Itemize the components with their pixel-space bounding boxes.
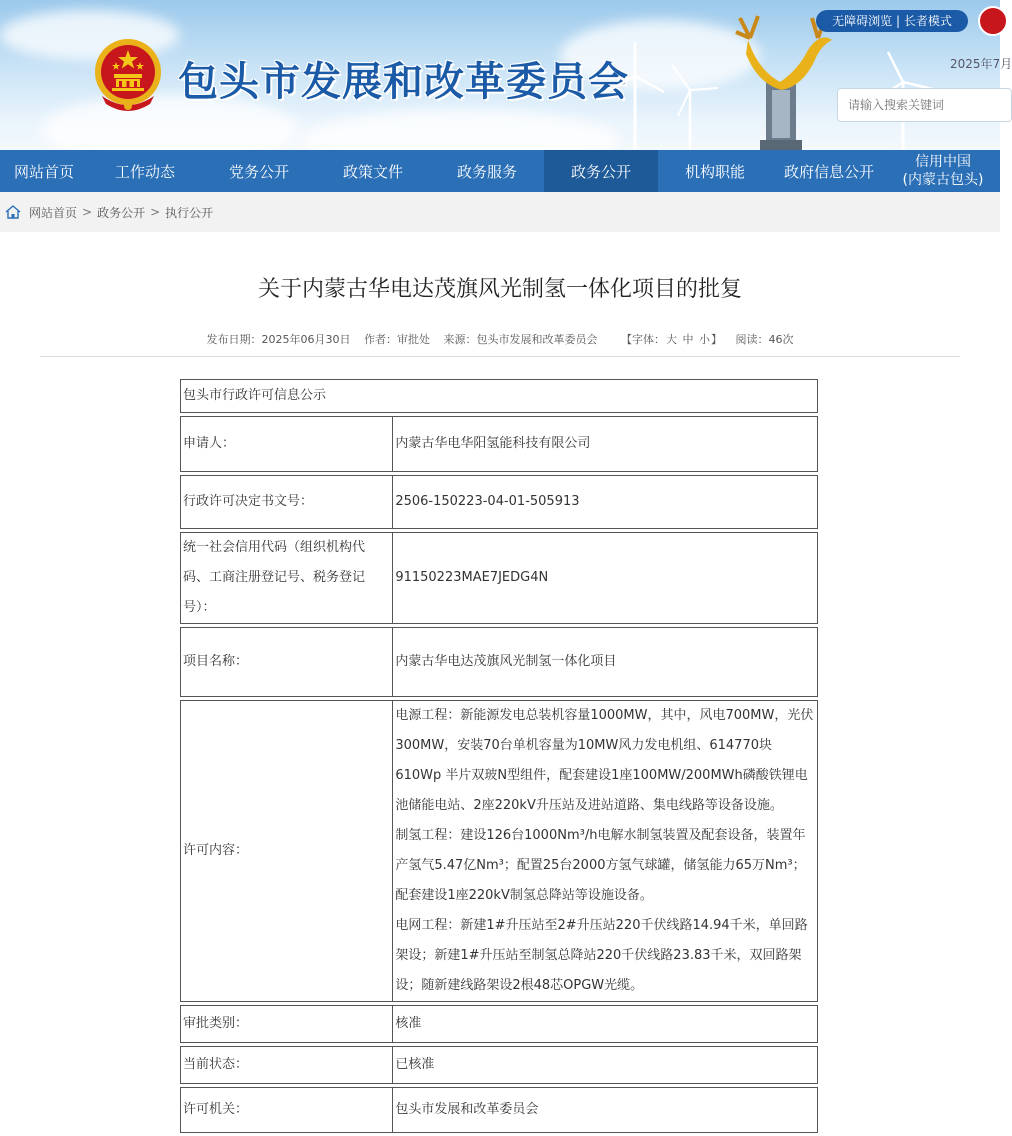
row-label-decision-number: 行政许可决定书文号：: [180, 475, 393, 529]
main-nav: [0, 150, 1000, 192]
site-header: [0, 0, 1012, 150]
nav-item-institution-functions[interactable]: 机构职能: [684, 162, 745, 181]
breadcrumb-gov-affairs-open[interactable]: 政务公开: [97, 205, 146, 220]
breadcrumb-execution-open[interactable]: 执行公开: [165, 205, 214, 220]
nav-item-party-affairs[interactable]: 党务公开: [228, 162, 289, 181]
wind-turbine-icon: [660, 60, 720, 150]
article-meta: [0, 331, 1000, 347]
table-row: [180, 700, 818, 1002]
nav-item-gov-services[interactable]: 政务服务: [456, 162, 517, 181]
header-date: 2025年7月: [950, 57, 1012, 71]
row-value-license-content: [393, 700, 818, 1002]
nav-item-credit-china-line2: (内蒙古包头): [902, 172, 984, 188]
row-label-license-authority: 许可机关：: [180, 1087, 393, 1133]
license-content-power: 电源工程：新能源发电总装机容量1000MW，其中，风电700MW，光伏300MW，安装70台单机容量为10MW风力发电机组、614770块610Wp 半片双玻N型组件，配套建设1座100MW/200MWh磷酸铁锂电池储能电站、2座220kV升压站及进站道路、集电线路等设备设施。: [395, 708, 814, 813]
nav-item-work-news[interactable]: 工作动态: [114, 162, 175, 181]
license-content-hydrogen: 制氢工程：建设126台1000Nm³/h电解水制氢装置及配套设备，装置年产氢气5.47亿Nm³；配置25台2000方氢气球罐，储氢能力65万Nm³；配套建设1座220kV制氢总降站等设施设备。: [395, 828, 806, 903]
breadcrumb: [0, 192, 1000, 232]
row-value-current-status: 已核准: [393, 1046, 818, 1084]
row-value-approval-type: 核准: [393, 1005, 818, 1043]
row-value-project-name: 内蒙古华电达茂旗风光制氢一体化项目: [393, 627, 818, 697]
row-value-license-authority: 包头市发展和改革委员会: [393, 1087, 818, 1133]
row-value-credit-code: 91150223MAE7JEDG4N: [393, 532, 818, 624]
row-value-decision-number: 2506-150223-04-01-505913: [393, 475, 818, 529]
elder-mode-link[interactable]: 长者模式: [903, 14, 952, 28]
font-size-small-button[interactable]: 小: [699, 333, 710, 346]
row-label-credit-code: 统一社会信用代码（组织机构代码、工商注册登记号、税务登记号）：: [180, 532, 393, 624]
nav-item-gov-info-open[interactable]: 政府信息公开: [783, 162, 874, 181]
row-value-applicant: 内蒙古华电华阳氢能科技有限公司: [393, 416, 818, 472]
font-size-large-button[interactable]: 大: [666, 333, 677, 346]
read-count: 阅读：46次: [735, 333, 794, 346]
table-heading: 包头市行政许可信息公示: [180, 379, 818, 413]
author: 作者：审批处: [364, 333, 430, 346]
party-badge-icon[interactable]: [978, 6, 1008, 36]
table-row: [180, 475, 818, 529]
row-label-project-name: 项目名称：: [180, 627, 393, 697]
row-label-applicant: 申请人：: [180, 416, 393, 472]
nav-item-gov-affairs-open[interactable]: 政务公开: [544, 150, 658, 192]
breadcrumb-separator: >: [82, 205, 93, 219]
table-row: [180, 1046, 818, 1084]
license-info-table: [180, 376, 818, 1136]
nav-item-credit-china-line1: 信用中国: [915, 154, 971, 170]
table-row: [180, 1005, 818, 1043]
row-label-current-status: 当前状态：: [180, 1046, 393, 1084]
row-label-approval-type: 审批类别：: [180, 1005, 393, 1043]
font-size-suffix: 】: [711, 333, 722, 346]
article-title: 关于内蒙古华电达茂旗风光制氢一体化项目的批复: [257, 277, 742, 302]
table-row: [180, 532, 818, 624]
home-icon: [5, 205, 21, 219]
national-emblem-icon: [92, 38, 164, 114]
barrier-free-link[interactable]: 无障碍浏览: [832, 14, 893, 28]
breadcrumb-home[interactable]: 网站首页: [29, 205, 78, 220]
divider: [40, 356, 960, 357]
nav-item-home[interactable]: 网站首页: [13, 162, 74, 181]
table-row: [180, 627, 818, 697]
table-row: [180, 1087, 818, 1133]
table-row: [180, 416, 818, 472]
breadcrumb-separator: >: [150, 205, 161, 219]
license-content-grid: 电网工程：新建1#升压站至2#升压站220千伏线路14.94千米，单回路架设；新建1#升压站至制氢总降站220千伏线路23.83千米，双回路架设；随新建线路架设2根48芯OPGW光缆。: [395, 918, 808, 993]
search-input[interactable]: [837, 88, 1012, 122]
publish-date: 发布日期：2025年06月30日: [206, 333, 351, 346]
site-title: 包头市发展和改革委员会: [178, 59, 629, 105]
row-label-license-content: 许可内容：: [180, 700, 393, 1002]
accessibility-bar: [816, 10, 968, 32]
font-size-prefix: 【字体：: [621, 333, 665, 346]
table-row: [180, 379, 818, 413]
source: 来源：包头市发展和改革委员会: [443, 333, 598, 346]
accessibility-divider: |: [895, 14, 901, 28]
font-size-medium-button[interactable]: 中: [682, 333, 694, 346]
nav-item-credit-china[interactable]: [886, 150, 1000, 192]
nav-item-policy-docs[interactable]: 政策文件: [342, 162, 403, 181]
